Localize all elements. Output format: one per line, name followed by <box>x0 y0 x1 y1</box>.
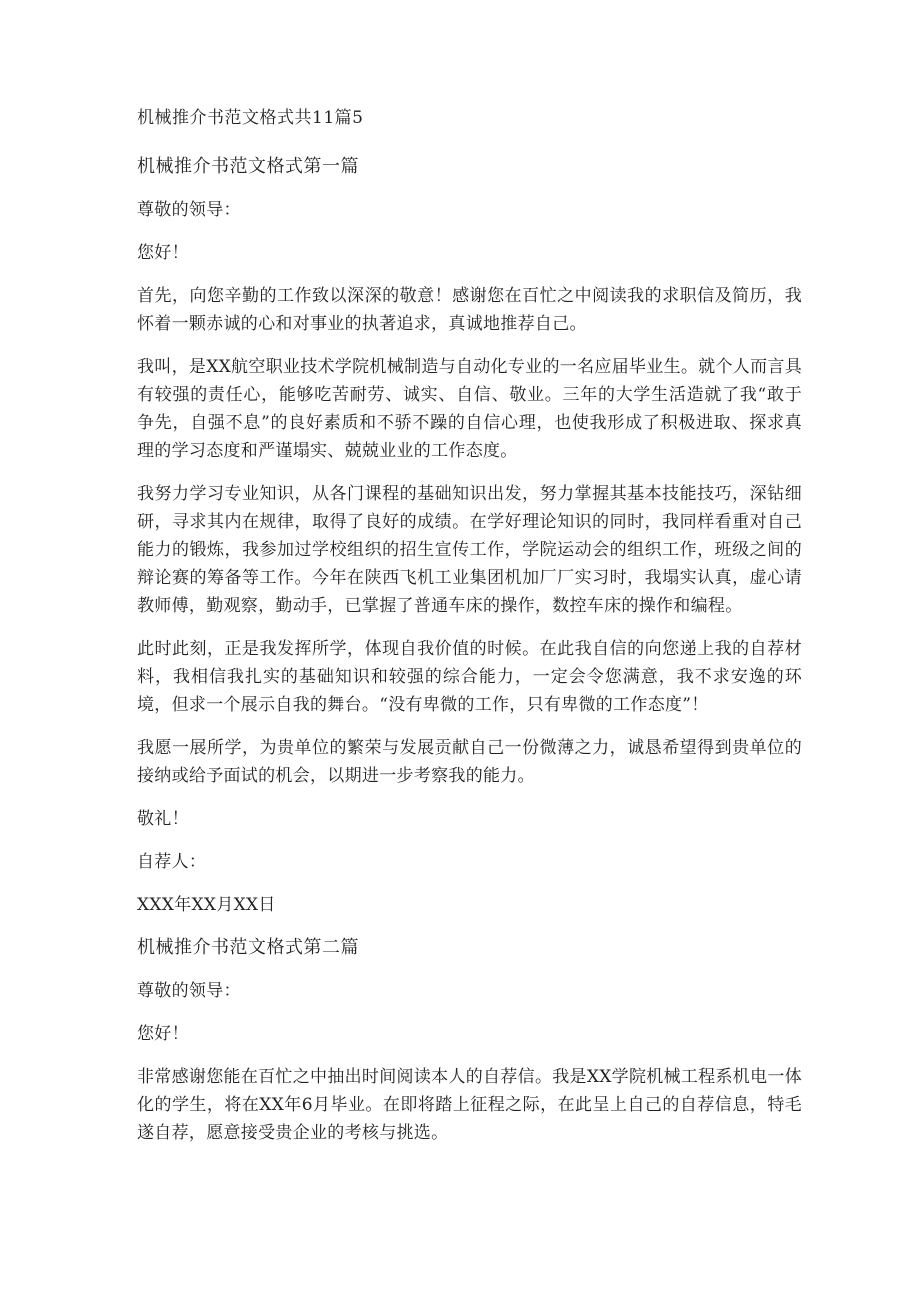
body-paragraph: 我叫，是XX航空职业技术学院机械制造与自动化专业的一名应届毕业生。就个人而言具有较强的责任心，能够吃苦耐劳、诚实、自信、敬业。三年的大学生活造就了我“敢于争先，自强不息”的良好素质和不骄不躁的自信心理，也使我形成了积极进取、探求真理的学习态度和严谨塌实、兢兢业业的工作态度。 <box>137 357 802 461</box>
section-heading-2: 机械推介书范文格式第二篇 <box>137 937 359 958</box>
greeting: 您好！ <box>137 243 189 263</box>
greeting: 您好！ <box>137 1024 189 1044</box>
body-paragraph: 此时此刻，正是我发挥所学，体现自我价值的时候。在此我自信的向您递上我的自荐材料，我相信我扎实的基础知识和较强的综合能力，一定会令您满意，我不求安逸的环境，但求一个展示自我的舞台。“没有卑微的工作，只有卑微的工作态度”！ <box>137 639 802 715</box>
date-line: XXX年XX月XX日 <box>137 895 276 915</box>
document-page <box>137 104 802 1162</box>
body-paragraph: 我努力学习专业知识，从各门课程的基础知识出发，努力掌握其基本技能技巧，深钻细研，寻求其内在规律，取得了良好的成绩。在学好理论知识的同时，我同样看重对自己能力的锻炼，我参加过学校组织的招生宣传工作，学院运动会的组织工作，班级之间的辩论赛的筹备等工作。今年在陕西飞机工业集团机加厂厂实习时，我塌实认真，虚心请教师傅，勤观察，勤动手，已掌握了普通车床的操作，数控车床的操作和编程。 <box>137 484 802 616</box>
body-paragraph: 我愿一展所学，为贵单位的繁荣与发展贡献自己一份微薄之力，诚恳希望得到贵单位的接纳或给予面试的机会，以期进一步考察我的能力。 <box>137 738 802 786</box>
document-title: 机械推介书范文格式共11篇5 <box>137 108 364 128</box>
closing: 敬礼！ <box>137 809 189 829</box>
body-paragraph: 非常感谢您能在百忙之中抽出时间阅读本人的自荐信。我是XX学院机械工程系机电一体化的学生，将在XX年6月毕业。在即将踏上征程之际，在此呈上自己的自荐信息，特毛遂自荐，愿意接受贵企业的考核与挑选。 <box>137 1067 802 1143</box>
signature-line: 自荐人： <box>137 852 207 872</box>
salutation: 尊敬的领导： <box>137 200 241 220</box>
section-heading-1: 机械推介书范文格式第一篇 <box>137 156 359 177</box>
salutation: 尊敬的领导： <box>137 981 241 1001</box>
body-paragraph: 首先，向您辛勤的工作致以深深的敬意！感谢您在百忙之中阅读我的求职信及简历，我怀着一颗赤诚的心和对事业的执著追求，真诚地推荐自己。 <box>137 286 802 334</box>
